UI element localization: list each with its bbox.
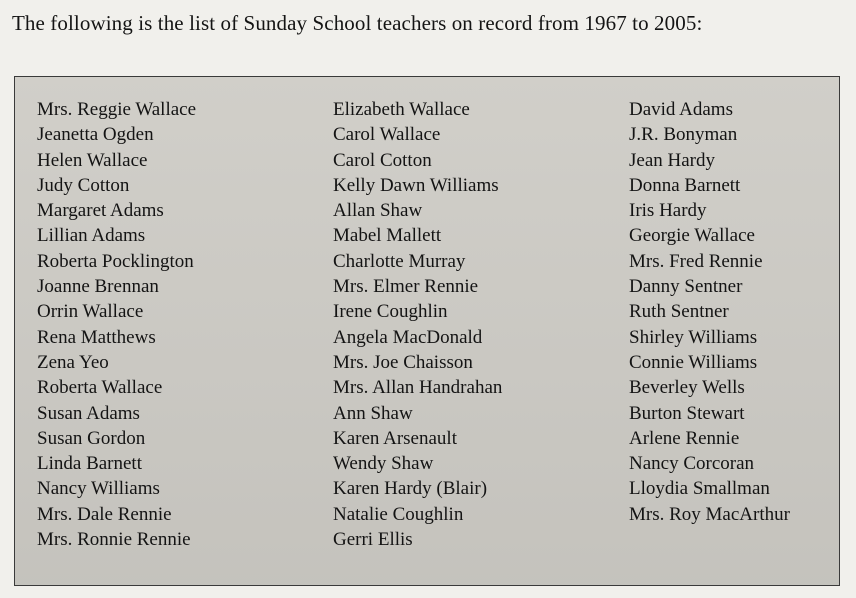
- teacher-name: Helen Wallace: [37, 149, 148, 171]
- teacher-column-2: [333, 97, 502, 552]
- intro-text: The following is the list of Sunday School teachers on record from 1967 to 2005:: [12, 11, 703, 35]
- teacher-name: Mrs. Elmer Rennie: [333, 276, 479, 298]
- teacher-name: Beverley Wells: [629, 377, 745, 399]
- teacher-name: Lillian Adams: [37, 225, 146, 247]
- teacher-name: Shirley Williams: [629, 326, 758, 348]
- teacher-column-1: [37, 97, 196, 552]
- teacher-name: Mrs. Ronnie Rennie: [37, 529, 191, 551]
- teacher-name: Linda Barnett: [37, 453, 142, 475]
- teacher-name: Mrs. Joe Chaisson: [333, 351, 473, 373]
- teacher-name: Carol Cotton: [333, 149, 432, 171]
- teacher-name: Jeanetta Ogden: [37, 124, 154, 146]
- teacher-name: Roberta Pocklington: [37, 250, 194, 272]
- teacher-name: Joanne Brennan: [37, 276, 159, 298]
- teacher-name: Mrs. Fred Rennie: [629, 250, 763, 272]
- teacher-name: Karen Hardy (Blair): [333, 478, 488, 500]
- teacher-name: Connie Williams: [629, 351, 758, 373]
- teacher-name: Lloydia Smallman: [629, 478, 770, 500]
- teacher-name: Ann Shaw: [333, 402, 413, 424]
- teacher-name: Mrs. Roy MacArthur: [629, 503, 790, 525]
- teacher-name: Angela MacDonald: [333, 326, 483, 348]
- teacher-name: Arlene Rennie: [629, 427, 740, 449]
- teacher-name: Georgie Wallace: [629, 225, 755, 247]
- teacher-name: Rena Matthews: [37, 326, 156, 348]
- teacher-name: Irene Coughlin: [333, 301, 448, 323]
- teacher-name: Zena Yeo: [37, 351, 109, 373]
- teacher-name: Kelly Dawn Williams: [333, 174, 499, 196]
- teacher-name: Karen Arsenault: [333, 427, 457, 449]
- teacher-name: Nancy Corcoran: [629, 453, 755, 475]
- teacher-name: Jean Hardy: [629, 149, 715, 171]
- teacher-name: Carol Wallace: [333, 124, 441, 146]
- teacher-name: Mabel Mallett: [333, 225, 442, 247]
- teacher-name: Mrs. Dale Rennie: [37, 503, 172, 525]
- teacher-name: Charlotte Murray: [333, 250, 466, 272]
- teacher-list-box: [14, 76, 840, 586]
- teacher-name: Gerri Ellis: [333, 529, 413, 551]
- teacher-name: Mrs. Allan Handrahan: [333, 377, 503, 399]
- teacher-name: Ruth Sentner: [629, 301, 729, 323]
- teacher-name: Donna Barnett: [629, 174, 741, 196]
- teacher-name: Iris Hardy: [629, 200, 707, 222]
- teacher-name: Susan Adams: [37, 402, 140, 424]
- teacher-name: Orrin Wallace: [37, 301, 144, 323]
- teacher-name: Allan Shaw: [333, 200, 423, 222]
- teacher-name: Mrs. Reggie Wallace: [37, 99, 197, 120]
- teacher-name: David Adams: [629, 99, 733, 120]
- teacher-name: Roberta Wallace: [37, 377, 163, 399]
- teacher-name: Elizabeth Wallace: [333, 99, 470, 120]
- teacher-name: Judy Cotton: [37, 174, 130, 196]
- teacher-name: Burton Stewart: [629, 402, 745, 424]
- teacher-name: Danny Sentner: [629, 276, 743, 298]
- teacher-column-3: [629, 97, 790, 527]
- teacher-name: J.R. Bonyman: [629, 124, 738, 146]
- teacher-name: Susan Gordon: [37, 427, 146, 449]
- teacher-name: Nancy Williams: [37, 478, 160, 500]
- teacher-name: Natalie Coughlin: [333, 503, 464, 525]
- teacher-name: Margaret Adams: [37, 200, 164, 222]
- teacher-name: Wendy Shaw: [333, 453, 434, 475]
